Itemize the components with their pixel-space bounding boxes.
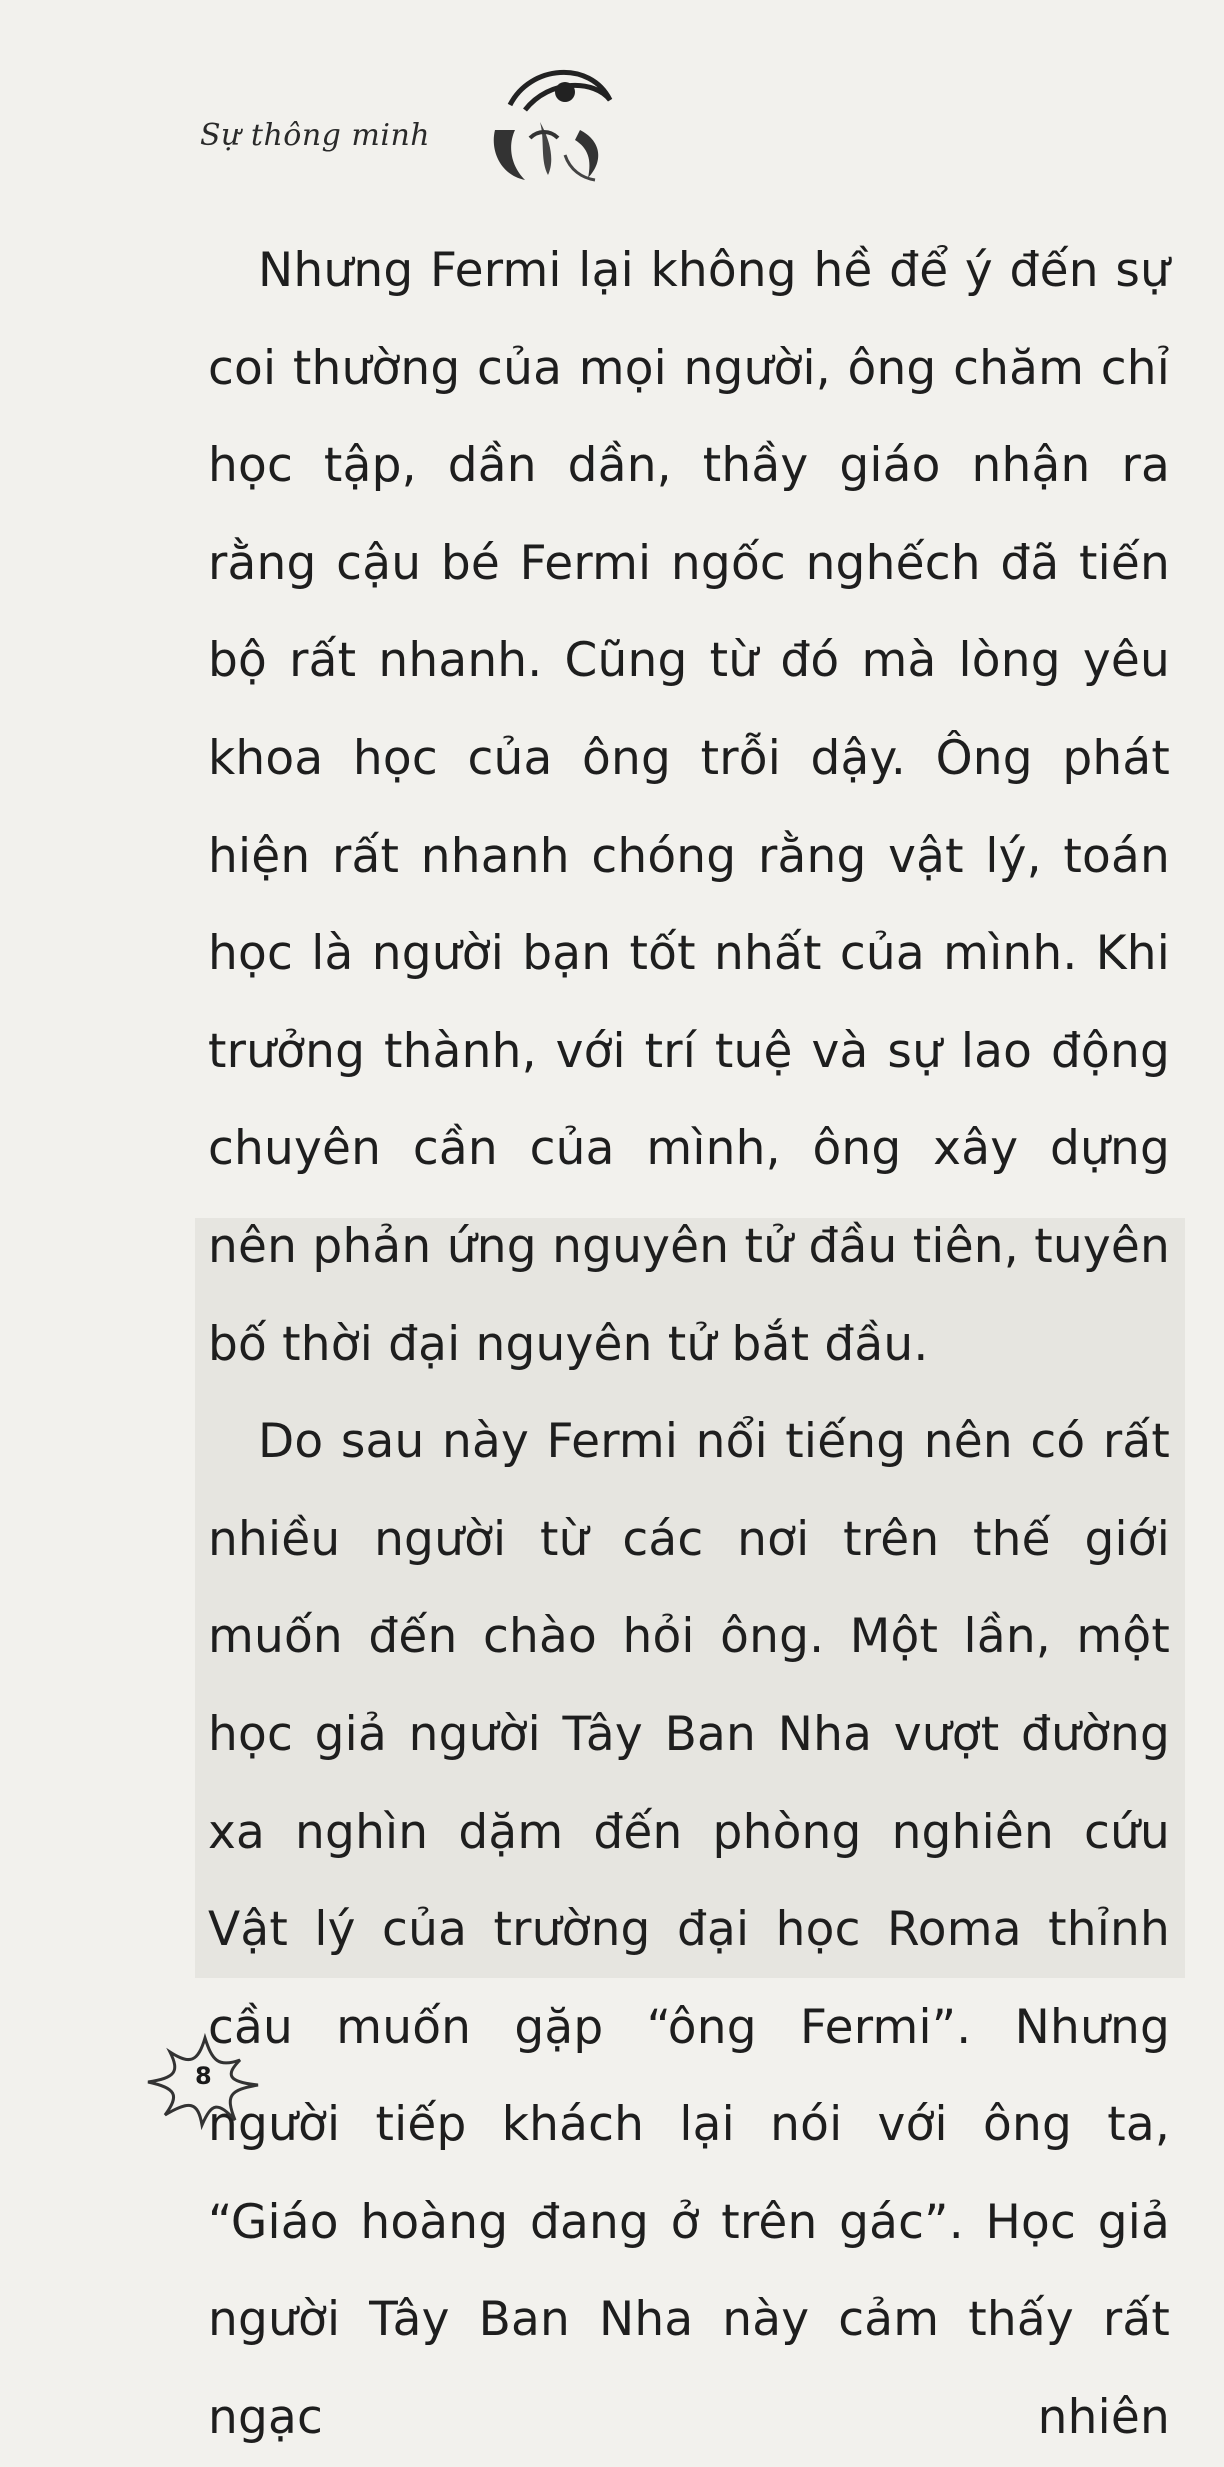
running-header [200, 60, 620, 200]
paragraph: Nhưng Fermi lại không hề để ý đến sự coi thường của mọi người, ông chăm chỉ học tập, dần dần, thầy giáo nhận ra rằng cậu bé Fermi ngốc nghếch đã tiến bộ rất nhanh. Cũng từ đó mà lòng yêu khoa học của ông trỗi dậy. Ông phát hiện rất nhanh chóng rằng vật lý, toán học là người bạn tốt nhất của mình. Khi trưởng thành, với trí tuệ và sự lao động chuyên cần của mình, ông xây dựng nên phản ứng nguyên tử đầu tiên, tuyên bố thời đại nguyên tử bắt đầu. [208, 243, 1170, 1372]
swirl-flower-ornament-icon [470, 60, 620, 200]
page-number: 8 [195, 2062, 212, 2090]
paragraph: Do sau này Fermi nổi tiếng nên có rất nhiều người từ các nơi trên thế giới muốn đến chào hỏi ông. Một lần, một học giả người Tây Ban Nha vượt đường xa nghìn dặm đến phòng nghiên cứu Vật lý của trường đại học Roma thỉnh cầu muốn gặp “ông Fermi”. Nhưng người tiếp khách lại nói với ông ta, “Giáo hoàng đang ở trên gác”. Học giả người Tây Ban Nha này cảm thấy rất ngạc nhiên [208, 1414, 1170, 2446]
page-number-block [140, 2030, 270, 2130]
book-title: Sự thông minh [200, 118, 431, 153]
body-text [208, 222, 1170, 2467]
